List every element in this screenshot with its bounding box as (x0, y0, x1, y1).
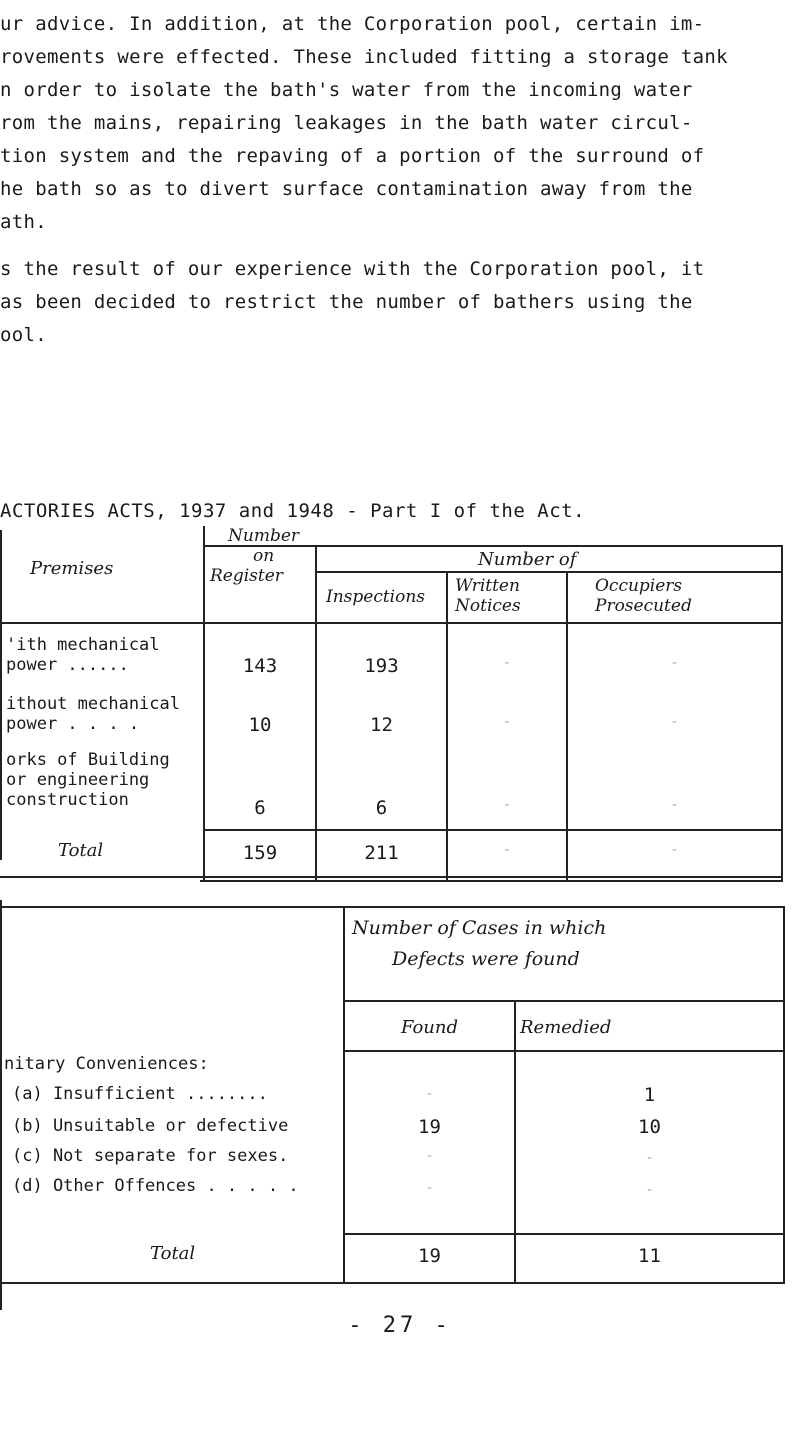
header-found: Found (400, 1017, 459, 1038)
total-register: 159 (242, 842, 278, 864)
header-line: Notices (455, 596, 521, 616)
paragraph-bather-restriction (0, 253, 790, 352)
header-line: on (253, 546, 275, 566)
text-line: s the result of our experience with the Corporation pool, it (0, 258, 705, 280)
label-line: power ...... (6, 655, 129, 675)
label-line: 'ith mechanical (6, 635, 160, 655)
table-rule (203, 526, 205, 880)
header-line: Defects were found (392, 948, 580, 970)
cell-found: 19 (418, 1116, 441, 1138)
table-row-label (6, 750, 170, 810)
total-remedied: 11 (638, 1245, 661, 1267)
table-rule (0, 1282, 785, 1284)
cell-inspections: 6 (375, 797, 388, 819)
cell-remedied: - (645, 1150, 654, 1166)
text-line: he bath so as to divert surface contamination away from the (0, 178, 693, 200)
text-line: tion system and the repaving of a portion of the surround of (0, 145, 705, 167)
text-line: ool. (0, 324, 47, 346)
table-rule (0, 876, 783, 878)
cell-remedied: - (645, 1182, 654, 1198)
header-line: Occupiers (595, 576, 683, 596)
header-inspections: Inspections (326, 587, 426, 607)
table-rule (343, 1000, 785, 1002)
cell-occupiers: - (670, 714, 679, 730)
text-line: ur advice. In addition, at the Corporation pool, certain im- (0, 13, 705, 35)
label-line: orks of Building (6, 750, 170, 770)
cell-found: - (425, 1086, 434, 1102)
table-row-label: (d) Other Offences . . . . . (12, 1176, 299, 1196)
header-line: Register (210, 566, 283, 586)
table-row-label: (a) Insufficient ........ (12, 1084, 268, 1104)
table-rule (343, 1233, 785, 1235)
cell-inspections: 193 (364, 655, 399, 677)
total-label: Total (150, 1243, 196, 1264)
cell-notices: - (502, 655, 512, 671)
cell-register: 10 (248, 714, 272, 736)
total-inspections: 211 (364, 842, 399, 864)
text-line: as been decided to restrict the number of bathers using the (0, 291, 693, 313)
left-edge-rule (0, 900, 2, 1310)
label-line: or engineering (6, 770, 150, 790)
header-number-of: Number of (478, 549, 577, 570)
left-edge-rule (0, 530, 2, 860)
section-label: nitary Conveniences: (4, 1054, 209, 1074)
page-number: - 27 - (348, 1313, 452, 1338)
cell-register: 6 (254, 797, 266, 819)
text-line: rom the mains, repairing leakages in the bath water circul- (0, 112, 693, 134)
header-line: Number (228, 526, 300, 546)
table-rule (514, 1000, 516, 1284)
text-line: ath. (0, 211, 47, 233)
cell-remedied: 1 (643, 1084, 656, 1106)
header-remedied: Remedied (520, 1017, 612, 1038)
table-rule (781, 545, 783, 880)
cell-notices: - (502, 714, 512, 730)
label-line: construction (6, 790, 129, 810)
cell-found: - (425, 1148, 434, 1164)
header-register (210, 526, 300, 586)
header-cases (352, 913, 606, 975)
label-line: ithout mechanical (6, 694, 180, 714)
table-rule (0, 622, 783, 624)
header-line: Prosecuted (595, 596, 692, 616)
text-line: rovements were effected. These included fitting a storage tank (0, 46, 728, 68)
table-rule (203, 829, 783, 831)
table-rule (315, 545, 317, 880)
table-rule (783, 906, 785, 1284)
text-line: n order to isolate the bath's water from the incoming water (0, 79, 693, 101)
cell-occupiers: - (670, 797, 679, 813)
total-found: 19 (418, 1245, 441, 1267)
cell-notices: - (502, 797, 512, 813)
header-occupiers-prosecuted (595, 576, 692, 616)
table-rule (200, 880, 783, 882)
total-label: Total (58, 840, 104, 861)
header-line: Number of Cases in which (352, 917, 607, 939)
cell-inspections: 12 (370, 714, 393, 736)
table-row-label: (c) Not separate for sexes. (12, 1146, 289, 1166)
paragraph-pool-improvements (0, 8, 790, 239)
table-rule (343, 1050, 785, 1052)
table-rule (0, 906, 785, 908)
cell-found: - (425, 1180, 434, 1196)
header-premises: Premises (30, 558, 114, 579)
cell-occupiers: - (670, 655, 679, 671)
table-row-label (6, 635, 160, 675)
table-rule (315, 571, 783, 573)
header-written-notices (455, 576, 521, 616)
total-notices: - (502, 842, 512, 858)
label-line: power . . . . (6, 714, 140, 734)
section-heading: ACTORIES ACTS, 1937 and 1948 - Part I of the Act. (0, 500, 586, 522)
cell-register: 143 (242, 655, 278, 677)
table-row-label (6, 694, 180, 734)
cell-remedied: 10 (638, 1116, 661, 1138)
total-occupiers: - (670, 842, 679, 858)
header-line: Written (455, 576, 520, 596)
table-row-label: (b) Unsuitable or defective (12, 1116, 289, 1136)
